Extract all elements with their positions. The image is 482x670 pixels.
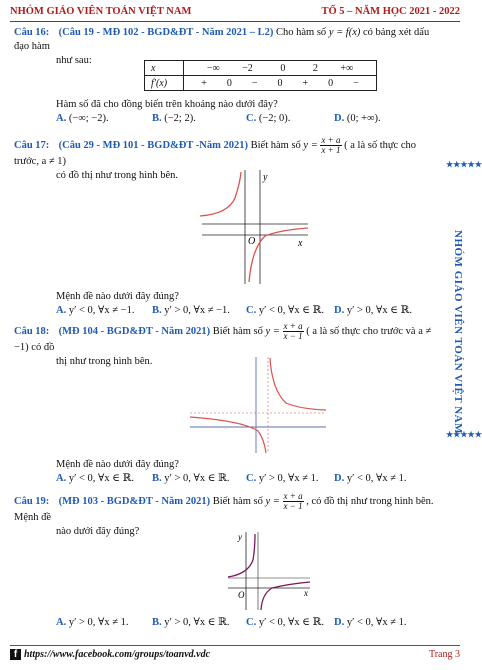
option-text: (−∞; −2).: [68, 113, 109, 124]
sign-table: [144, 60, 377, 91]
page-number: Trang 3: [428, 649, 460, 660]
graph-q19: [226, 530, 312, 612]
option-text: y′ < 0, ∀x ∈ ℝ.: [258, 305, 325, 316]
x-value: 2: [312, 62, 318, 74]
option-c[interactable]: [246, 472, 319, 486]
option-letter: B.: [152, 473, 162, 484]
origin-label: O: [238, 590, 245, 600]
option-text: y′ < 0, ∀x ≠ −1.: [68, 305, 135, 316]
option-letter: C.: [246, 617, 257, 628]
function-lhs: y =: [303, 139, 318, 151]
option-text: y′ > 0, ∀x ≠ 1.: [68, 617, 129, 628]
star-icon: ★★★★★: [446, 160, 482, 169]
option-text: y′ > 0, ∀x ∈ ℝ.: [164, 473, 230, 484]
sign-table-row-x: [145, 61, 377, 76]
question-text: Biết hàm số: [212, 325, 263, 337]
header-group-name: NHÓM GIÁO VIÊN TOÁN VIỆT NAM: [10, 6, 192, 17]
option-text: (−2; 2).: [164, 113, 196, 124]
sign-table-row-derivative: [145, 76, 377, 91]
function-expr: y = f(x): [328, 27, 361, 38]
option-letter: D.: [334, 473, 345, 484]
option-letter: C.: [246, 473, 257, 484]
fraction-numerator: x + a: [283, 491, 303, 501]
fraction-denominator: x − 1: [283, 331, 303, 341]
option-letter: B.: [152, 305, 162, 316]
sign: +: [302, 77, 309, 89]
curve-left-branch: [200, 172, 241, 216]
fraction-denominator: x − 1: [283, 501, 303, 511]
option-text: (0; +∞).: [346, 113, 381, 124]
question-number: Câu 19:: [14, 495, 50, 507]
page-footer: [10, 645, 460, 662]
question-text: ( a là số thực cho trước và a ≠ −1) có đồ: [14, 325, 432, 353]
option-letter: C.: [246, 113, 257, 124]
option-text: y′ < 0, ∀x ≠ 1.: [346, 473, 407, 484]
question-17-prompt: [14, 290, 438, 304]
option-letter: C.: [246, 305, 257, 316]
question-18-prompt: [14, 458, 438, 472]
axis-y-label: y: [238, 532, 242, 542]
question-text: Hàm số đã cho đồng biến trên khoảng nào dưới đây?: [56, 99, 278, 110]
function-fraction: [320, 136, 341, 155]
question-19-options: [56, 616, 438, 630]
table-cell: x: [145, 61, 184, 76]
side-banner: [446, 150, 482, 540]
option-d[interactable]: [334, 112, 381, 126]
table-cell: [184, 76, 377, 91]
question-18-options: [56, 472, 438, 486]
curve-right-branch: [270, 358, 326, 410]
option-a[interactable]: [56, 112, 109, 126]
table-cell: f′(x): [145, 76, 184, 91]
option-d[interactable]: [334, 472, 407, 486]
sign: −: [251, 77, 258, 89]
question-text: Mệnh đề nào dưới đây đúng?: [56, 459, 179, 470]
question-number: Câu 16:: [14, 27, 50, 38]
sign: 0: [328, 77, 334, 89]
question-16-prompt: [14, 98, 438, 112]
option-c[interactable]: [246, 112, 290, 126]
option-d[interactable]: [334, 616, 407, 630]
fraction-numerator: x + a: [283, 321, 303, 331]
table-cell: [184, 61, 377, 76]
option-text: y′ > 0, ∀x ∈ ℝ.: [164, 617, 230, 628]
option-b[interactable]: [152, 112, 196, 126]
option-letter: B.: [152, 113, 162, 124]
function-fraction: [283, 492, 304, 511]
x-value: +∞: [340, 62, 354, 74]
x-value: 0: [280, 62, 286, 74]
question-source: (Câu 19 - MĐ 102 - BGD&ĐT - Năm 2021 – L2): [58, 27, 274, 38]
option-c[interactable]: [246, 616, 324, 630]
option-a[interactable]: [56, 616, 129, 630]
question-16-options: [56, 112, 438, 126]
question-text: Biết hàm số: [212, 495, 263, 507]
question-text: Mệnh đề nào dưới đây đúng?: [56, 291, 179, 302]
axis-x-label: x: [298, 238, 303, 249]
option-c[interactable]: [246, 304, 324, 318]
graph-q18: [188, 355, 328, 455]
question-17-options: [56, 304, 438, 318]
option-letter: A.: [56, 473, 67, 484]
option-letter: A.: [56, 305, 67, 316]
option-text: y′ < 0, ∀x ≠ 1.: [346, 617, 407, 628]
graph-q17: [200, 168, 310, 286]
question-number: Câu 18:: [14, 325, 50, 337]
question-source: (MĐ 104 - BGD&ĐT - Năm 2021): [58, 325, 211, 337]
sign: +: [201, 77, 207, 89]
axis-x-label: x: [304, 588, 308, 598]
option-a[interactable]: [56, 304, 134, 318]
option-d[interactable]: [334, 304, 412, 318]
option-text: y′ > 0, ∀x ≠ 1.: [258, 473, 319, 484]
option-text: (−2; 0).: [258, 113, 291, 124]
option-letter: D.: [334, 305, 345, 316]
star-icon: ★★★★★: [446, 430, 482, 439]
option-letter: B.: [152, 617, 162, 628]
fraction-numerator: x + a: [321, 135, 341, 145]
sign: −: [353, 77, 359, 89]
curve-right-branch: [261, 582, 310, 610]
question-text: Cho hàm số: [276, 27, 327, 38]
question-text: ( a là số thực cho trước, a ≠ 1): [14, 139, 416, 167]
question-source: (Câu 29 - MĐ 101 - BGD&ĐT -Năm 2021): [58, 139, 248, 151]
header-divider: [10, 21, 460, 22]
question-text: có đồ thị như trong hình bên.: [56, 170, 179, 181]
option-b[interactable]: [152, 304, 230, 318]
question-text: , có đồ thị như trong hình bên. Mệnh đề: [14, 495, 434, 523]
question-text: nào dưới đây đúng?: [56, 526, 140, 537]
option-text: y′ > 0, ∀x ∈ ℝ.: [346, 305, 413, 316]
option-b[interactable]: [152, 472, 229, 486]
question-source: (MĐ 103 - BGD&ĐT - Năm 2021): [58, 495, 211, 507]
question-text: thị như trong hình bên.: [56, 356, 153, 367]
x-value: −2: [242, 62, 253, 74]
curve-left-branch: [190, 417, 266, 453]
question-text: có bảng xét dấu đạo hàm: [14, 27, 430, 52]
sign: 0: [277, 77, 283, 89]
option-text: y′ > 0, ∀x ≠ −1.: [164, 305, 230, 316]
option-letter: D.: [334, 617, 345, 628]
option-letter: D.: [334, 113, 345, 124]
question-text: Biết hàm số: [250, 139, 301, 151]
option-text: y′ < 0, ∀x ∈ ℝ.: [68, 473, 135, 484]
footer-link[interactable]: https://www.facebook.com/groups/toanvd.vdc: [24, 649, 211, 660]
option-text: y′ < 0, ∀x ∈ ℝ.: [258, 617, 325, 628]
option-a[interactable]: [56, 472, 134, 486]
function-lhs: y =: [265, 325, 280, 337]
function-fraction: [283, 322, 304, 341]
option-b[interactable]: [152, 616, 229, 630]
header-team-year: TỔ 5 – NĂM HỌC 2021 - 2022: [321, 6, 460, 17]
side-banner-text: NHÓM GIÁO VIÊN TOÁN VIỆT NAM: [452, 230, 464, 434]
question-number: Câu 17:: [14, 139, 50, 151]
origin-label: O: [248, 236, 256, 247]
axis-y-label: y: [263, 172, 268, 183]
curve-right-branch: [249, 228, 308, 282]
page-header: [10, 6, 460, 22]
option-letter: A.: [56, 617, 67, 628]
x-value: −∞: [206, 62, 220, 74]
function-lhs: y =: [265, 495, 280, 507]
fraction-denominator: x + 1: [321, 145, 341, 155]
facebook-icon: f: [10, 649, 21, 660]
sign: 0: [226, 77, 232, 89]
option-letter: A.: [56, 113, 67, 124]
question-text: như sau:: [56, 55, 92, 66]
